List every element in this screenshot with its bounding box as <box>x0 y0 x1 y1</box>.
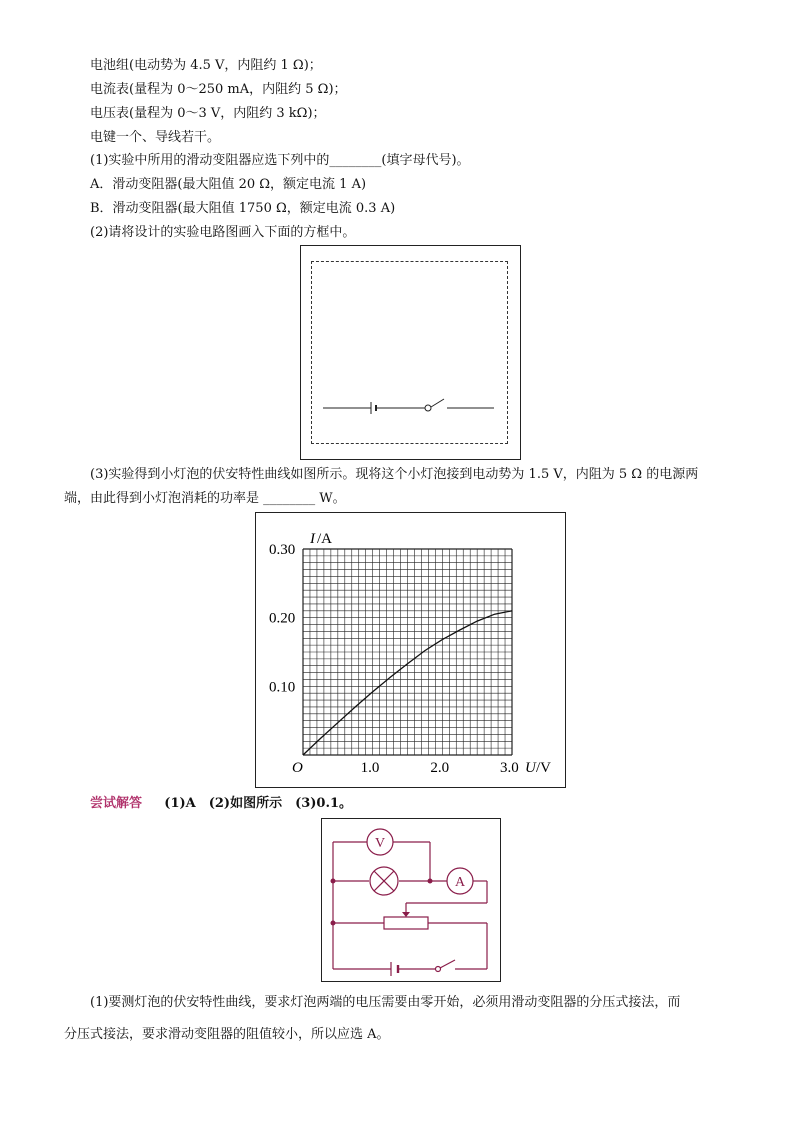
ammeter-letter: A <box>455 875 466 890</box>
option-a: A．滑动变阻器(最大阻值 20 Ω，额定电流 1 A) <box>90 177 367 192</box>
y-tick-label: 0.20 <box>269 610 296 627</box>
battery-switch-sketch <box>301 246 520 459</box>
x-tick-label: 2.0 <box>430 760 450 776</box>
origin-label: O <box>292 760 303 776</box>
rheostat-icon <box>384 917 428 929</box>
answer-circuit <box>322 819 500 981</box>
answer-circuit-frame <box>321 818 501 982</box>
question-3-line1: (3)实验得到小灯泡的伏安特性曲线如图所示。现将这个小灯泡接到电动势为 1.5 V，内阻为 5 Ω 的电源两 <box>90 467 699 482</box>
circuit-design-box <box>300 245 521 460</box>
answer-text: (1)A (2)如图所示 (3)0.1。 <box>164 796 353 811</box>
chart-grid <box>303 549 512 755</box>
x-axis-label-var: U <box>525 760 536 776</box>
option-b: B．滑动变阻器(最大阻值 1750 Ω，额定电流 0.3 A) <box>90 201 396 216</box>
y-axis-label-var: I <box>310 531 315 547</box>
voltmeter-line: 电压表(量程为 0～3 V，内阻约 3 kΩ)； <box>90 106 326 121</box>
ammeter-line: 电流表(量程为 0～250 mA，内阻约 5 Ω)； <box>90 82 347 97</box>
x-tick-label: 1.0 <box>360 760 380 776</box>
y-tick-label: 0.30 <box>269 542 296 558</box>
explanation-line2: 分压式接法，要求滑动变阻器的阻值较小，所以应选 A。 <box>64 1027 390 1042</box>
voltmeter-letter: V <box>375 836 386 851</box>
answer-label: 尝试解答 <box>90 796 143 811</box>
explanation-line1: (1)要测灯泡的伏安特性曲线，要求灯泡两端的电压需要由零开始，必须用滑动变阻器的分压式接法，而 <box>90 995 681 1010</box>
x-tick-label: 3.0 <box>500 760 519 776</box>
y-axis-label-unit: /A <box>317 531 332 547</box>
iv-chart-frame <box>255 512 566 788</box>
question-1: (1)实验中所用的滑动变阻器应选下列中的________(填字母代号)。 <box>90 153 470 168</box>
battery-line: 电池组(电动势为 4.5 V，内阻约 1 Ω)； <box>90 58 322 73</box>
y-tick-label: 0.10 <box>269 679 296 696</box>
switch-line: 电键一个、导线若干。 <box>90 130 221 145</box>
question-2: (2)请将设计的实验电路图画入下面的方框中。 <box>90 225 356 240</box>
iv-chart <box>256 513 565 787</box>
question-3-line2: 端，由此得到小灯泡消耗的功率是 ________ W。 <box>64 491 346 506</box>
answer-line <box>90 796 352 812</box>
x-axis-label-unit: /V <box>536 760 551 776</box>
